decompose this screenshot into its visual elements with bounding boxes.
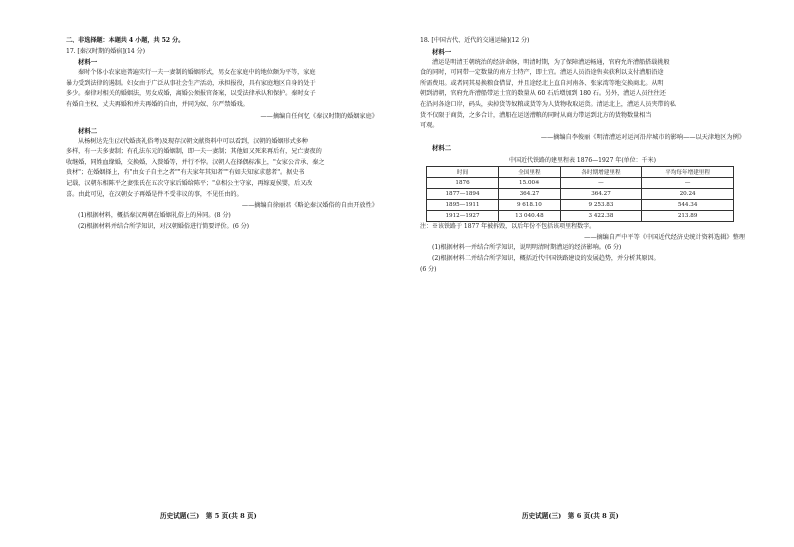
table-header-cell: 时间 <box>427 166 499 177</box>
question-17-header: 17. [秦汉时期的婚宿](14 分) <box>66 47 145 55</box>
q17-material2-label: 材料二 <box>78 126 98 135</box>
table-cell: 213.89 <box>642 210 734 221</box>
q18-material2-label: 材料二 <box>432 143 452 152</box>
q17-m2-line: 记载，汉朝东相陈平之妻张氏在五次守家后婚给陈平；"卓相公主守家，再嫁夏侯婴，后又改 <box>66 179 313 187</box>
table-header-cell: 全国里程 <box>499 166 561 177</box>
q17-m2-line: 喜。由此可见，在汉朝女子再婚是件不受非议的事，不见任由的。 <box>66 190 243 198</box>
table-cell: 9 253.83 <box>560 199 641 210</box>
q18-material1-label: 材料一 <box>432 47 452 56</box>
question-18-header: 18. [中国古代、近代的交通运输](12 分) <box>420 37 530 44</box>
table-cell: 364.27 <box>560 188 641 199</box>
table-row <box>427 199 734 210</box>
page-5-footer: 历史试题(三) 第 5 页(共 8 页) <box>160 512 257 520</box>
q17-material1-source: ——摘编自任何忆《秦汉时期的婚姻家庭》 <box>260 112 378 120</box>
railway-mileage-table <box>426 166 734 222</box>
q18-m1-line: 在沿河各途口岸，码头，卖掉货等奴粮或货等为人货物收取运货。清运北上，漕运人员夹带的私 <box>420 100 676 108</box>
q17-m2-line: 从杨树达先生(汉代婚丧礼俗考)及现存汉朝文献资料中可以看到，汉朝的婚姻形式多种 <box>78 137 308 145</box>
table-cell: 1877—1894 <box>427 188 499 199</box>
q18-m1-line: 所需费用。或者同其易换粮食借冒，并且途经北上直自河南各、张家湾等地交换商北。从明 <box>420 79 664 87</box>
table-cell: 20.24 <box>642 188 734 199</box>
q17-m1-line: 暴力受到法律的遏制。妇女由于广泛从事社会生产活动，承担报役，具有家庭地区自身的处于 <box>66 79 316 87</box>
page-6 <box>397 0 794 547</box>
table-header-row <box>427 166 734 177</box>
q17-m2-line: 贵材"；在婚姻择上，有"由女子自主之者""有夫家年其知者""有如夫知家求慈者"。据史书 <box>66 169 305 177</box>
table-cell: 364.27 <box>499 188 561 199</box>
table-header-cell: 各时期增建里程 <box>560 166 641 177</box>
q18-material2-source: ——摘编自严中平等《中国近代经济史统计资料选辑》整理 <box>584 234 745 242</box>
page-6-footer: 历史试题(三) 第 6 页(共 8 页) <box>522 512 619 520</box>
q17-m2-line: 收继婚，同姓血缘婚，交换婚，入赘婚等，并行不悖。汉朝人在择偶标准上，"女家公音承、秦之 <box>66 158 325 166</box>
q17-sub-question-1: (1)根据材料，概括秦汉两朝在婚姻礼俗上的异同。(8 分) <box>78 212 231 220</box>
table-note: 注：※该铁路于 1877 年被拆毁，以后年份不包括该项里程数字。 <box>420 222 596 230</box>
q18-sub-question-1: (1)根据材料一并结合所学知识，说明明清时期漕运的经济影响。(6 分) <box>432 244 622 252</box>
q18-sub-question-2: (2)根据材料二并结合所学知识，概括近代中国铁路建设的发展趋势，并分析其原因。 <box>432 254 660 262</box>
right-column <box>420 36 745 275</box>
table-row <box>427 188 734 199</box>
table-cell: 13 040.48 <box>499 210 561 221</box>
left-column <box>66 36 378 232</box>
q18-sub-question-2-points: (6 分) <box>420 265 437 273</box>
table-header-cell: 平均每年增建里程 <box>642 166 734 177</box>
q17-m1-line: 秦时个体小农家庭普遍实行一夫一妻制的婚姻形式，男女在家庭中的地位颇为平等，家庭 <box>78 69 316 77</box>
table-cell: 9 618.10 <box>499 199 561 210</box>
q17-material2-source: ——摘编自徐丽君《略论秦汉婚俗的自由开放性》 <box>241 202 378 210</box>
table-cell: — <box>642 177 734 188</box>
table-cell: 544.34 <box>642 199 734 210</box>
table-row <box>427 177 734 188</box>
railway-table-caption: 中国近代铁路的建里程表 1876—1927 年(单位：千米) <box>508 156 657 164</box>
q17-m1-line: 多少。秦律对相关的婚姻法，男女成婚，离婚公须报官备案，以受法律承认和保护。秦时女子 <box>66 90 316 98</box>
table-cell: 15.00※ <box>499 177 561 188</box>
q18-m1-line: 朝到清朝，官府允许漕船带运土宜的数量从 60 石后增加到 180 石。另外，漕运人员往往还 <box>420 90 666 98</box>
q18-m1-line: 漕运是明清王朝统治的经济命脉，明清时期，为了保障漕运畅通，官府允许漕船搭载挑般 <box>432 58 670 66</box>
q18-m1-line: 货不仅限于商货，之多合计，漕船在运送漕粮的同时从商力带运到北方的货物数量相当 <box>420 111 652 119</box>
q17-material1-label: 材料一 <box>78 58 98 67</box>
q17-sub-question-2: (2)根据材料并结合所学知识，对汉朝婚俗进行简要评价。(6 分) <box>78 222 249 230</box>
section-title: 二、非选择题：本题共 4 小题，共 52 分。 <box>66 37 185 44</box>
table-cell: 3 422.38 <box>560 210 641 221</box>
q17-m2-line: 多样，有一夫多妻制；有孔法东元的婚姻制，即一夫一妻制；其他如又死来再后有，兄亡妻夜的 <box>66 148 322 156</box>
table-cell: 1912—1927 <box>427 210 499 221</box>
table-cell: — <box>560 177 641 188</box>
table-cell: 1876 <box>427 177 499 188</box>
table-row <box>427 210 734 221</box>
q18-material1-source: ——摘编自李俊丽《明清漕运对运河沿岸城市的影响——以天津地区为例》 <box>540 133 745 141</box>
q18-m1-line: 可观。 <box>420 122 439 130</box>
table-cell: 1895—1911 <box>427 199 499 210</box>
q18-m1-line: 食的同时，可同带一定数量的南方土特产，即土宜。漕运人员沿途售卖获利以支付漕船沿途 <box>420 69 664 77</box>
q17-m1-line: 有婚自主权、丈夫再婚和并夫再婚的自由，并同为奴、尔严禁婚戏。 <box>66 100 249 108</box>
